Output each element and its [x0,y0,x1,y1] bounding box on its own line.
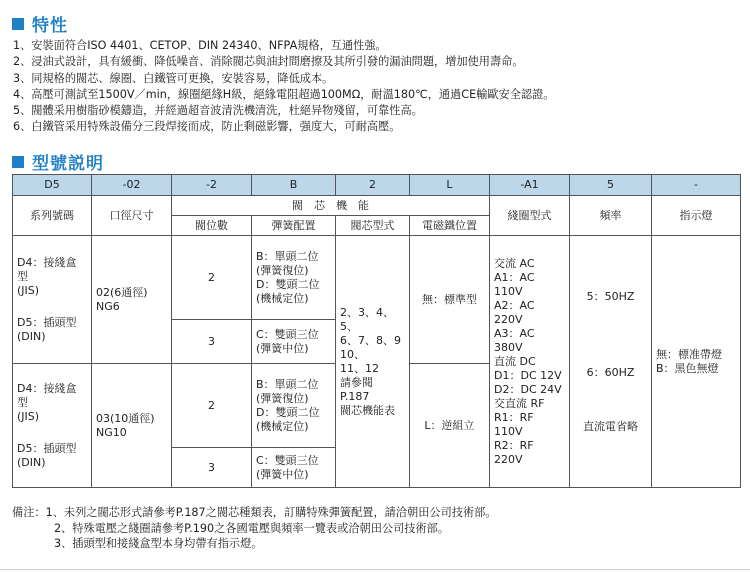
header-spool-group: 閥 芯 機 能 [172,196,490,216]
series-text: D4：接綫盒型 [17,381,77,409]
series-text: (DIN) [17,329,46,343]
series-text: (DIN) [17,455,46,469]
body-row-1 [13,236,741,320]
spring-text: (彈簧復位) [256,263,309,277]
note-line-2: 2、特殊電壓之綫圈請參考P.190之各國電壓與頻率一覽表或洽朝田公司技術部。 [54,521,450,535]
heading-square-icon [12,156,24,168]
features-heading [12,11,68,36]
series-cell-bottom [13,364,92,488]
coil-cell [490,236,570,488]
spring-text: (機械定位) [256,291,309,305]
spring-text: B：單頭二位 [256,249,319,263]
bore-text: NG6 [96,299,120,313]
model-title: 型號説明 [32,154,104,174]
coil-text: 交流 AC [494,256,535,270]
code-cell: B [252,175,336,196]
spool-type-text: 6、7、8、9 [340,333,401,347]
spool-type-cell [336,236,410,488]
spring-text: (彈簧中位) [256,341,309,355]
spring-text: B：單頭二位 [256,377,319,391]
header-indicator: 指示燈 [652,196,741,236]
feature-item-5: 5、閥體采用樹脂砂模鑄造，并經過超音波清洗機清洗，杜絕异物殘留，可靠性高。 [13,104,423,118]
code-cell: - [652,175,741,196]
solenoid-std-cell: 無：標準型 [410,236,490,364]
spring-cell [252,448,336,488]
coil-text: D1：DC 12V [494,368,562,382]
series-text: (JIS) [17,409,40,423]
spring-cell [252,320,336,364]
model-heading [12,149,104,174]
coil-text: A3：AC 380V [494,326,535,354]
spool-type-text: 閥芯機能表 [340,403,395,417]
bore-cell-top [92,236,172,364]
code-cell: -2 [172,175,252,196]
spring-text: (機械定位) [256,419,309,433]
freq-text: 6：60HZ [586,365,635,379]
bore-text: 02(6通徑) [96,285,148,299]
header-row-1 [13,196,741,216]
freq-text: 5：50HZ [586,289,635,303]
solenoid-rev-cell: L：逆組立 [410,364,490,488]
indicator-text: B：黑色無燈 [656,361,719,375]
freq-cell [570,236,652,488]
code-cell: D5 [13,175,92,196]
spool-type-text: 2、3、4、5、 [340,305,394,333]
series-cell-top [13,236,92,364]
spring-text: D：雙頭二位 [256,405,320,419]
coil-text: A2：AC 220V [494,298,535,326]
bore-text: NG10 [96,425,127,439]
spring-text: (彈簧中位) [256,467,309,481]
code-cell: 2 [336,175,410,196]
notes-prefix: 備注： [12,506,46,519]
features-title: 特性 [32,16,68,36]
positions-cell: 2 [172,236,252,320]
positions-cell: 2 [172,364,252,448]
note-line-3: 3、插頭型和接綫盒型本身均帶有指示燈。 [54,537,263,550]
spring-text: C：雙頭三位 [256,327,319,341]
header-spool-type: 閥芯型式 [336,216,410,236]
code-row [13,175,741,196]
feature-item-2: 2、浸油式設計，具有緩衝、降低噪音、消除閥芯與油封間磨擦及其所引發的漏油問題，增加使用壽命。 [13,55,524,69]
spring-text: D：雙頭二位 [256,277,320,291]
series-text: D4：接綫盒型 [17,255,77,283]
spring-text: C：雙頭三位 [256,453,319,467]
bore-text: 03(10通徑) [96,411,155,425]
series-text: D5：插頭型 [17,441,77,455]
positions-cell: 3 [172,320,252,364]
spool-type-text: P.187 [340,389,370,403]
coil-text: 直流 DC [494,354,536,368]
note-text: 1、未列之閥芯形式請參考P.187之閥芯種類表，訂購特殊彈簧配置，請洽朝田公司技術部。 [45,506,497,519]
header-coil: 綫圈型式 [490,196,570,236]
indicator-text: 無：標准帶燈 [656,347,722,361]
positions-cell: 3 [172,448,252,488]
header-bore: 口徑尺寸 [92,196,172,236]
spring-text: (彈簧復位) [256,391,309,405]
heading-square-icon [12,18,24,30]
series-text: D5：插頭型 [17,315,77,329]
coil-text: D2：DC 24V [494,382,562,396]
freq-text: 直流電省略 [583,419,638,433]
code-cell: 5 [570,175,652,196]
note-line-1 [12,505,497,521]
feature-item-1: 1、安裝面符合ISO 4401、CETOP、DIN 24340、NFPA規格，互通性強。 [13,39,387,52]
feature-item-6: 6、白鐵管采用特殊設備分三段焊接而成，防止剩磁影響，强度大，可耐高壓。 [13,120,401,134]
feature-item-3: 3、同規格的閥芯、線圈、白鐵管可更換，安裝容易，降低成本。 [13,71,334,85]
spool-type-text: 請參閱 [340,375,373,389]
notes-block [12,505,497,552]
features-list [13,38,554,136]
indicator-cell [652,236,741,488]
bottom-divider [0,569,750,570]
code-cell: -A1 [490,175,570,196]
feature-item-4: 4、高壓可測試至1500V／min，線圈絕緣H級，絕緣電阻超過100MΩ，耐溫180℃，通過CE輸歐安全認證。 [13,87,555,101]
coil-text: 交直流 RF [494,396,545,410]
header-spring: 彈簧配置 [252,216,336,236]
header-series: 系列號碼 [13,196,92,236]
code-cell: -02 [92,175,172,196]
bore-cell-bottom [92,364,172,488]
model-code-table [12,174,741,488]
coil-text: R1：RF 110V [494,410,534,438]
spring-cell [252,236,336,320]
header-positions: 閥位數 [172,216,252,236]
header-freq: 頻率 [570,196,652,236]
spring-cell [252,364,336,448]
header-solenoid: 電磁鐵位置 [410,216,490,236]
spool-type-text: 10、 [340,347,365,361]
spool-type-text: 11、12 [340,361,379,375]
coil-text: R2：RF 220V [494,438,534,466]
coil-text: A1：AC 110V [494,270,535,298]
code-cell: L [410,175,490,196]
series-text: (JIS) [17,283,40,297]
